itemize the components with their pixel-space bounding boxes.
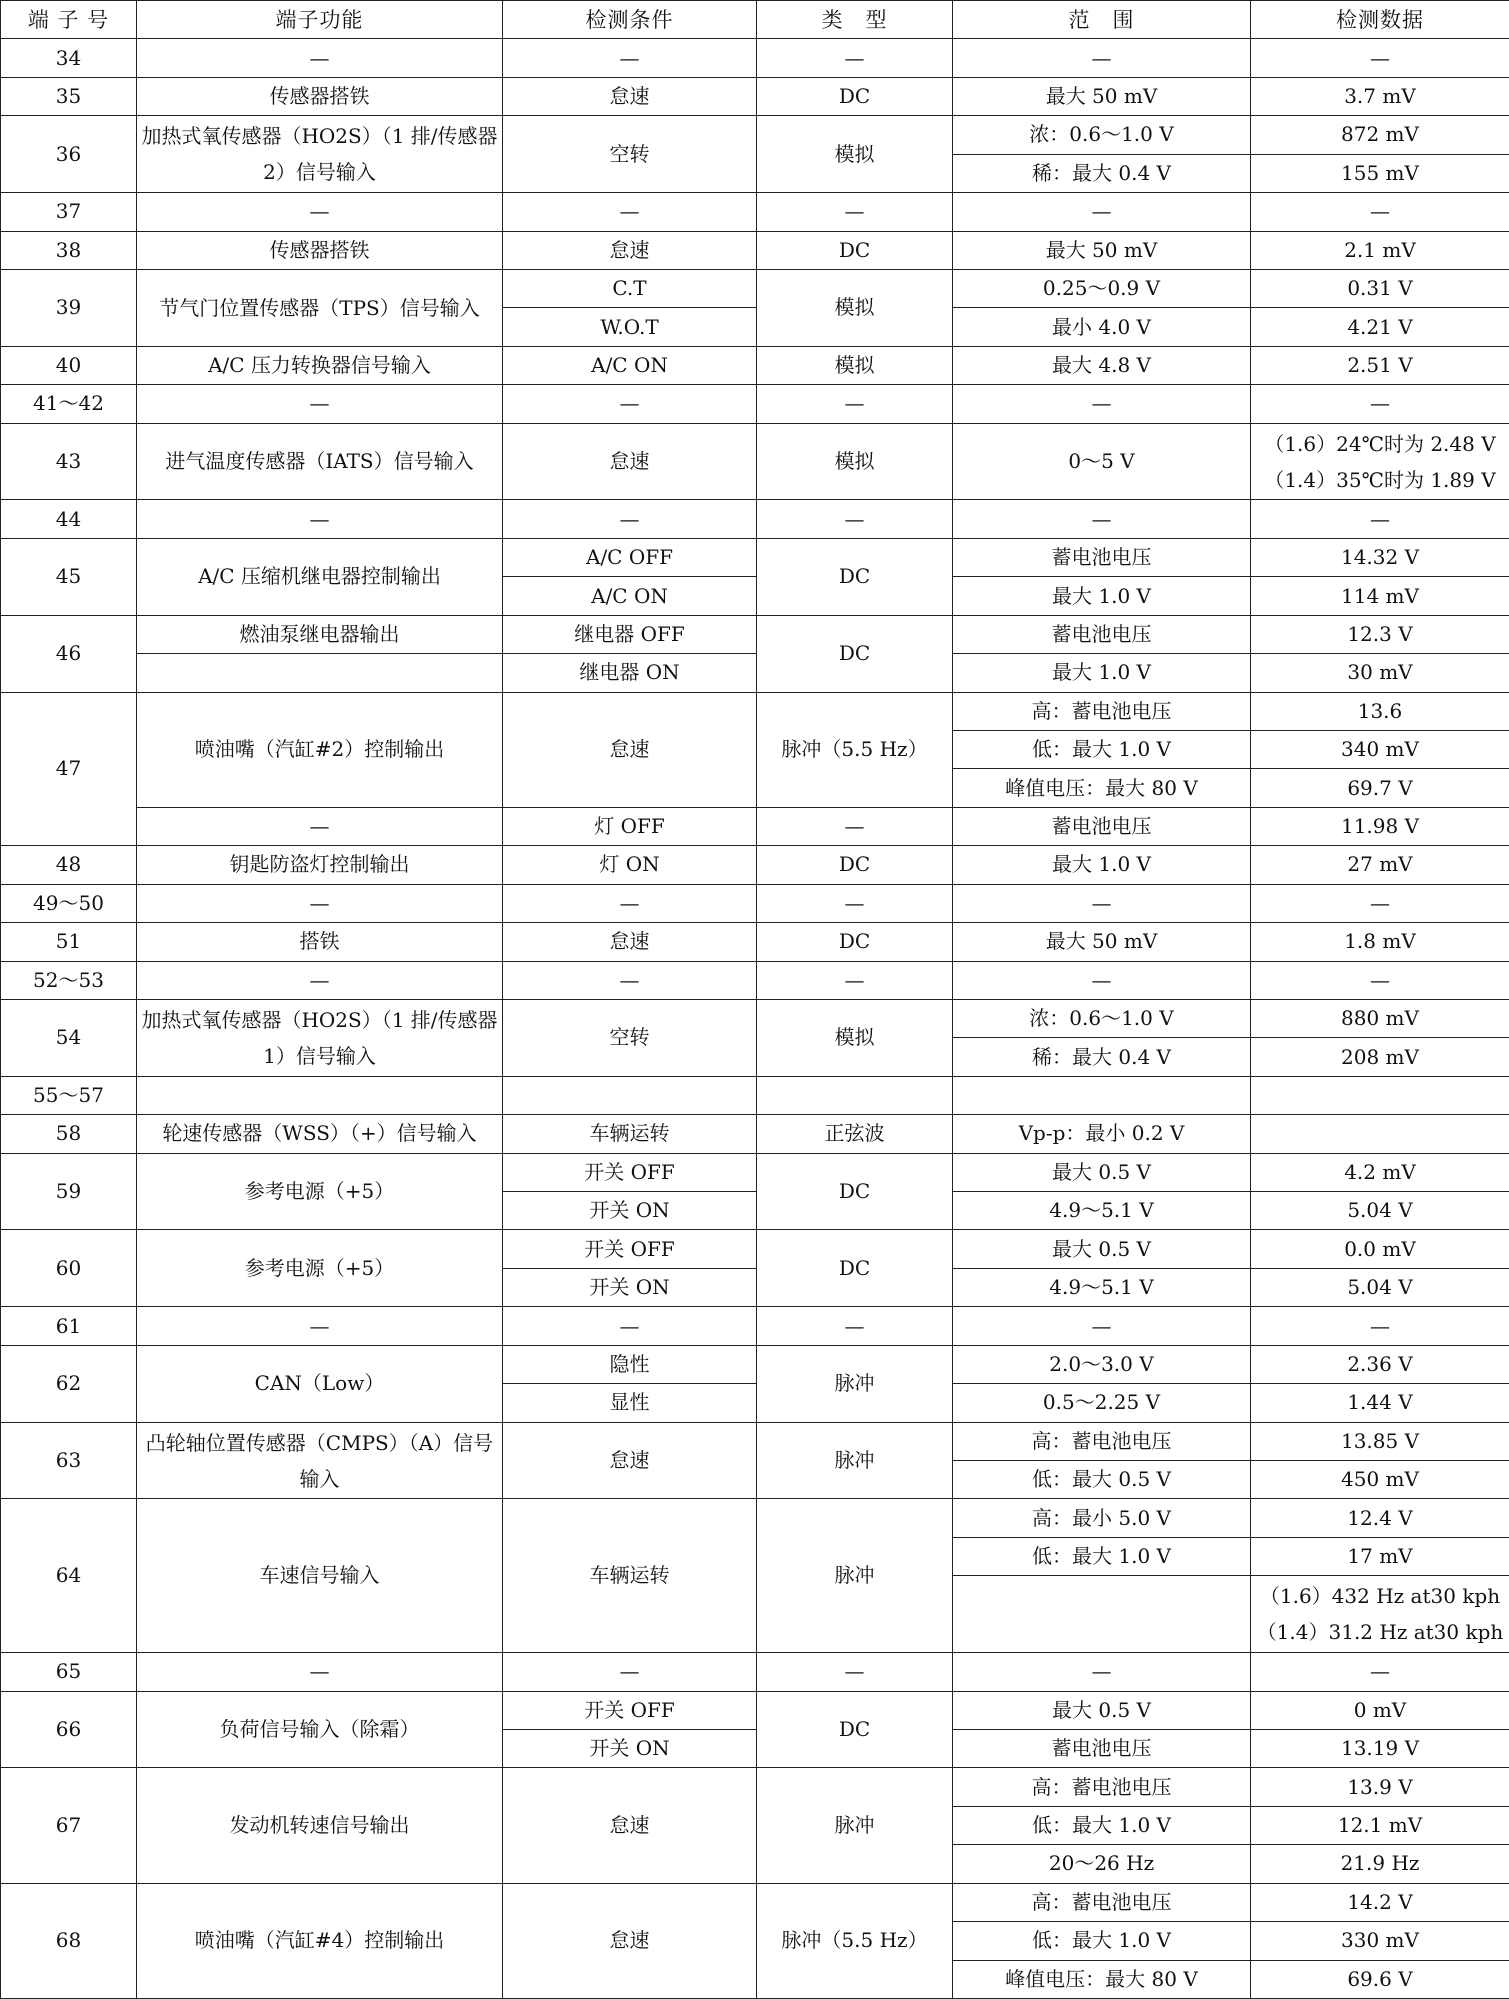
- data-cell: 12.1 mV: [1251, 1806, 1509, 1844]
- table-row: [1, 500, 1509, 538]
- range-cell: 最大 0.5 V: [953, 1691, 1251, 1729]
- data-cell: 13.9 V: [1251, 1768, 1509, 1806]
- range-cell: 0～5 V: [953, 423, 1251, 500]
- type-cell: DC: [757, 923, 953, 961]
- condition-cell: 隐性: [503, 1345, 757, 1383]
- type-cell: 脉冲: [757, 1422, 953, 1499]
- condition-cell: A/C OFF: [503, 538, 757, 576]
- data-cell: —: [1251, 385, 1509, 423]
- range-cell: 最大 0.5 V: [953, 1153, 1251, 1191]
- condition-cell: —: [503, 385, 757, 423]
- data-cell: 2.51 V: [1251, 346, 1509, 384]
- condition-cell: 怠速: [503, 923, 757, 961]
- table-row: [1, 1499, 1509, 1537]
- type-cell: 脉冲: [757, 1345, 953, 1422]
- range-cell: 2.0～3.0 V: [953, 1345, 1251, 1383]
- condition-cell: 开关 OFF: [503, 1230, 757, 1268]
- data-cell: —: [1251, 1307, 1509, 1345]
- data-cell: 5.04 V: [1251, 1268, 1509, 1306]
- terminal-cell: 41～42: [1, 385, 137, 423]
- range-cell: 高：蓄电池电压: [953, 1768, 1251, 1806]
- range-cell: 浓：0.6～1.0 V: [953, 116, 1251, 154]
- condition-cell: 怠速: [503, 1768, 757, 1883]
- table-row: [1, 1345, 1509, 1383]
- condition-cell: —: [503, 884, 757, 922]
- condition-cell: 空转: [503, 999, 757, 1076]
- data-cell: —: [1251, 193, 1509, 231]
- header-condition: 检测条件: [503, 1, 757, 39]
- table-row: [1, 884, 1509, 922]
- function-cell: 负荷信号输入（除霜）: [137, 1691, 503, 1768]
- function-cell: 进气温度传感器（IATS）信号输入: [137, 423, 503, 500]
- range-cell: 低：最大 1.0 V: [953, 731, 1251, 769]
- condition-cell: 继电器 ON: [503, 654, 757, 692]
- terminal-cell: 66: [1, 1691, 137, 1768]
- header-range: 范 围: [953, 1, 1251, 39]
- terminal-cell: 52～53: [1, 961, 137, 999]
- header-terminal: 端 子 号: [1, 1, 137, 39]
- data-cell: 69.7 V: [1251, 769, 1509, 807]
- type-cell: [757, 1076, 953, 1114]
- range-cell: 稀：最大 0.4 V: [953, 1038, 1251, 1076]
- condition-cell: 空转: [503, 116, 757, 193]
- table-row: [1, 193, 1509, 231]
- range-cell: 低：最大 0.5 V: [953, 1461, 1251, 1499]
- data-cell: 27 mV: [1251, 846, 1509, 884]
- data-cell: —: [1251, 1653, 1509, 1691]
- data-cell: 5.04 V: [1251, 1192, 1509, 1230]
- table-row: [1, 961, 1509, 999]
- function-cell: —: [137, 1653, 503, 1691]
- range-cell: —: [953, 884, 1251, 922]
- function-cell: 燃油泵继电器输出: [137, 615, 503, 653]
- data-cell: [1251, 1076, 1509, 1114]
- function-cell: 加热式氧传感器（HO2S）（1 排/传感器 2）信号输入: [137, 116, 503, 193]
- data-cell: 450 mV: [1251, 1461, 1509, 1499]
- data-cell: 13.6: [1251, 692, 1509, 730]
- table-row: [1, 1422, 1509, 1460]
- terminal-cell: 62: [1, 1345, 137, 1422]
- condition-cell: 灯 ON: [503, 846, 757, 884]
- header-function: 端子功能: [137, 1, 503, 39]
- terminal-cell: 35: [1, 77, 137, 115]
- table-row: [1, 39, 1509, 77]
- function-cell: CAN（Low）: [137, 1345, 503, 1422]
- range-cell: 蓄电池电压: [953, 538, 1251, 576]
- condition-cell: —: [503, 193, 757, 231]
- terminal-cell: 68: [1, 1883, 137, 1998]
- condition-cell: 显性: [503, 1384, 757, 1422]
- type-cell: 脉冲: [757, 1499, 953, 1653]
- range-cell: 高：蓄电池电压: [953, 692, 1251, 730]
- table-row: [1, 77, 1509, 115]
- condition-cell: 开关 ON: [503, 1729, 757, 1767]
- type-cell: 正弦波: [757, 1115, 953, 1153]
- condition-cell: [503, 1076, 757, 1114]
- range-cell: 低：最大 1.0 V: [953, 1537, 1251, 1575]
- range-cell: 峰值电压：最大 80 V: [953, 1960, 1251, 1998]
- terminal-cell: 54: [1, 999, 137, 1076]
- type-cell: DC: [757, 615, 953, 692]
- header-row: [1, 1, 1509, 39]
- data-line: （1.6）24℃时为 2.48 V: [1264, 431, 1496, 456]
- table-row: [1, 1768, 1509, 1806]
- terminal-cell: 34: [1, 39, 137, 77]
- data-cell: 330 mV: [1251, 1922, 1509, 1960]
- type-cell: DC: [757, 1153, 953, 1230]
- function-cell: 喷油嘴（汽缸#2）控制输出: [137, 692, 503, 807]
- condition-cell: 怠速: [503, 1422, 757, 1499]
- range-cell: 4.9～5.1 V: [953, 1268, 1251, 1306]
- data-cell: 13.19 V: [1251, 1729, 1509, 1767]
- type-cell: 脉冲（5.5 Hz）: [757, 1883, 953, 1998]
- type-cell: DC: [757, 1230, 953, 1307]
- terminal-cell: 63: [1, 1422, 137, 1499]
- function-cell: A/C 压缩机继电器控制输出: [137, 538, 503, 615]
- data-cell: 340 mV: [1251, 731, 1509, 769]
- function-cell: —: [137, 39, 503, 77]
- condition-cell: —: [503, 39, 757, 77]
- type-cell: —: [757, 961, 953, 999]
- range-cell: 最大 50 mV: [953, 77, 1251, 115]
- condition-cell: 灯 OFF: [503, 807, 757, 845]
- type-cell: DC: [757, 538, 953, 615]
- function-cell: 参考电源（+5）: [137, 1153, 503, 1230]
- function-cell: 钥匙防盗灯控制输出: [137, 846, 503, 884]
- table-row: [1, 1153, 1509, 1191]
- table-row: [1, 1230, 1509, 1268]
- condition-cell: 开关 OFF: [503, 1153, 757, 1191]
- condition-cell: 怠速: [503, 423, 757, 500]
- terminal-cell: 39: [1, 269, 137, 346]
- type-cell: DC: [757, 846, 953, 884]
- table-row: [1, 385, 1509, 423]
- range-cell: 0.25～0.9 V: [953, 269, 1251, 307]
- terminal-cell: 65: [1, 1653, 137, 1691]
- condition-cell: 继电器 OFF: [503, 615, 757, 653]
- terminal-cell: 40: [1, 346, 137, 384]
- function-cell: 发动机转速信号输出: [137, 1768, 503, 1883]
- terminal-cell: 37: [1, 193, 137, 231]
- terminal-cell: 67: [1, 1768, 137, 1883]
- range-cell: —: [953, 1307, 1251, 1345]
- range-cell: 高：最小 5.0 V: [953, 1499, 1251, 1537]
- condition-cell: 开关 ON: [503, 1268, 757, 1306]
- function-cell: —: [137, 884, 503, 922]
- condition-cell: W.O.T: [503, 308, 757, 346]
- terminal-cell: 47: [1, 692, 137, 846]
- function-cell: —: [137, 807, 503, 845]
- condition-cell: —: [503, 500, 757, 538]
- function-cell: 加热式氧传感器（HO2S）（1 排/传感器 1）信号输入: [137, 999, 503, 1076]
- data-cell: 114 mV: [1251, 577, 1509, 615]
- range-cell: 最大 4.8 V: [953, 346, 1251, 384]
- table-row: [1, 846, 1509, 884]
- range-cell: 最大 1.0 V: [953, 577, 1251, 615]
- table-row: [1, 615, 1509, 653]
- data-cell: 17 mV: [1251, 1537, 1509, 1575]
- function-cell: —: [137, 1307, 503, 1345]
- range-cell: 峰值电压：最大 80 V: [953, 769, 1251, 807]
- condition-cell: 怠速: [503, 231, 757, 269]
- table-row: [1, 654, 1509, 692]
- range-cell: 低：最大 1.0 V: [953, 1806, 1251, 1844]
- range-cell: 稀：最大 0.4 V: [953, 154, 1251, 192]
- type-cell: —: [757, 500, 953, 538]
- range-cell: —: [953, 500, 1251, 538]
- range-cell: 高：蓄电池电压: [953, 1883, 1251, 1921]
- terminal-cell: 64: [1, 1499, 137, 1653]
- table-row: [1, 1883, 1509, 1921]
- type-cell: —: [757, 193, 953, 231]
- data-cell: 0.0 mV: [1251, 1230, 1509, 1268]
- terminal-cell: 46: [1, 615, 137, 692]
- function-cell: 轮速传感器（WSS）（+）信号输入: [137, 1115, 503, 1153]
- data-cell: 12.4 V: [1251, 1499, 1509, 1537]
- type-cell: 脉冲: [757, 1768, 953, 1883]
- range-cell: —: [953, 385, 1251, 423]
- range-cell: 4.9～5.1 V: [953, 1192, 1251, 1230]
- data-cell: 1.8 mV: [1251, 923, 1509, 961]
- data-cell: —: [1251, 39, 1509, 77]
- terminal-cell: 48: [1, 846, 137, 884]
- type-cell: DC: [757, 77, 953, 115]
- range-cell: 最小 4.0 V: [953, 308, 1251, 346]
- table-row: [1, 346, 1509, 384]
- type-cell: 模拟: [757, 999, 953, 1076]
- type-cell: —: [757, 1653, 953, 1691]
- data-cell: —: [1251, 961, 1509, 999]
- terminal-cell: 43: [1, 423, 137, 500]
- table-row: [1, 1076, 1509, 1114]
- data-cell: 12.3 V: [1251, 615, 1509, 653]
- data-line: （1.6）432 Hz at30 kph: [1259, 1584, 1501, 1609]
- data-cell: [1251, 1115, 1509, 1153]
- terminal-cell: 60: [1, 1230, 137, 1307]
- condition-cell: —: [503, 1307, 757, 1345]
- type-cell: DC: [757, 1691, 953, 1768]
- type-cell: 模拟: [757, 423, 953, 500]
- table-row: [1, 269, 1509, 307]
- data-cell: 0.31 V: [1251, 269, 1509, 307]
- range-cell: 最大 0.5 V: [953, 1230, 1251, 1268]
- range-cell: 最大 1.0 V: [953, 654, 1251, 692]
- data-cell: 4.2 mV: [1251, 1153, 1509, 1191]
- function-cell: [137, 654, 503, 692]
- function-cell: 传感器搭铁: [137, 231, 503, 269]
- condition-cell: A/C ON: [503, 346, 757, 384]
- table-row: [1, 999, 1509, 1037]
- data-cell: [1251, 1576, 1509, 1653]
- table-row: [1, 538, 1509, 576]
- function-cell: 凸轮轴位置传感器（CMPS）（A）信号输入: [137, 1422, 503, 1499]
- data-cell: 1.44 V: [1251, 1384, 1509, 1422]
- range-cell: —: [953, 193, 1251, 231]
- range-cell: 低：最大 1.0 V: [953, 1922, 1251, 1960]
- terminal-cell: 51: [1, 923, 137, 961]
- data-cell: —: [1251, 500, 1509, 538]
- range-cell: —: [953, 961, 1251, 999]
- condition-cell: 车辆运转: [503, 1115, 757, 1153]
- function-cell: 搭铁: [137, 923, 503, 961]
- function-cell: 车速信号输入: [137, 1499, 503, 1653]
- data-cell: 872 mV: [1251, 116, 1509, 154]
- data-cell: 13.85 V: [1251, 1422, 1509, 1460]
- condition-cell: 开关 OFF: [503, 1691, 757, 1729]
- range-cell: Vp-p：最小 0.2 V: [953, 1115, 1251, 1153]
- data-cell: 208 mV: [1251, 1038, 1509, 1076]
- type-cell: —: [757, 1307, 953, 1345]
- condition-cell: —: [503, 961, 757, 999]
- condition-cell: 开关 ON: [503, 1192, 757, 1230]
- table-row: [1, 116, 1509, 154]
- function-cell: —: [137, 385, 503, 423]
- function-cell: 传感器搭铁: [137, 77, 503, 115]
- range-cell: 蓄电池电压: [953, 807, 1251, 845]
- range-cell: 最大 50 mV: [953, 231, 1251, 269]
- data-cell: 3.7 mV: [1251, 77, 1509, 115]
- data-cell: 30 mV: [1251, 654, 1509, 692]
- function-cell: 参考电源（+5）: [137, 1230, 503, 1307]
- range-cell: 浓：0.6～1.0 V: [953, 999, 1251, 1037]
- function-cell: —: [137, 193, 503, 231]
- condition-cell: 怠速: [503, 1883, 757, 1998]
- range-cell: 20～26 Hz: [953, 1845, 1251, 1883]
- terminal-cell: 49～50: [1, 884, 137, 922]
- data-line: （1.4）35℃时为 1.89 V: [1264, 467, 1496, 492]
- type-cell: 脉冲（5.5 Hz）: [757, 692, 953, 807]
- table-row: [1, 423, 1509, 500]
- range-cell: —: [953, 1653, 1251, 1691]
- data-cell: 21.9 Hz: [1251, 1845, 1509, 1883]
- range-cell: 高：蓄电池电压: [953, 1422, 1251, 1460]
- table-row: [1, 231, 1509, 269]
- type-cell: —: [757, 39, 953, 77]
- type-cell: 模拟: [757, 346, 953, 384]
- data-cell: —: [1251, 884, 1509, 922]
- terminal-cell: 59: [1, 1153, 137, 1230]
- function-cell: [137, 1076, 503, 1114]
- type-cell: DC: [757, 231, 953, 269]
- data-cell: 155 mV: [1251, 154, 1509, 192]
- header-type: 类 型: [757, 1, 953, 39]
- terminal-cell: 45: [1, 538, 137, 615]
- terminal-cell: 44: [1, 500, 137, 538]
- type-cell: —: [757, 884, 953, 922]
- range-cell: 最大 50 mV: [953, 923, 1251, 961]
- range-cell: 最大 1.0 V: [953, 846, 1251, 884]
- range-cell: —: [953, 39, 1251, 77]
- function-cell: A/C 压力转换器信号输入: [137, 346, 503, 384]
- data-cell: 14.32 V: [1251, 538, 1509, 576]
- type-cell: —: [757, 385, 953, 423]
- condition-cell: 怠速: [503, 692, 757, 807]
- terminal-cell: 58: [1, 1115, 137, 1153]
- condition-cell: A/C ON: [503, 577, 757, 615]
- data-cell: [1251, 423, 1509, 500]
- table-row: [1, 1653, 1509, 1691]
- range-cell: 蓄电池电压: [953, 615, 1251, 653]
- table-row: [1, 692, 1509, 730]
- function-cell: —: [137, 961, 503, 999]
- table-row: [1, 1691, 1509, 1729]
- data-cell: 0 mV: [1251, 1691, 1509, 1729]
- range-cell: 0.5～2.25 V: [953, 1384, 1251, 1422]
- range-cell: [953, 1076, 1251, 1114]
- data-cell: 2.1 mV: [1251, 231, 1509, 269]
- data-cell: 880 mV: [1251, 999, 1509, 1037]
- header-data: 检测数据: [1251, 1, 1509, 39]
- data-cell: 11.98 V: [1251, 807, 1509, 845]
- range-cell: [953, 1576, 1251, 1653]
- range-cell: 蓄电池电压: [953, 1729, 1251, 1767]
- table-row: [1, 807, 1509, 845]
- function-cell: 节气门位置传感器（TPS）信号输入: [137, 269, 503, 346]
- terminal-cell: 61: [1, 1307, 137, 1345]
- data-cell: 14.2 V: [1251, 1883, 1509, 1921]
- data-cell: 4.21 V: [1251, 308, 1509, 346]
- data-line: （1.4）31.2 Hz at30 kph: [1256, 1620, 1504, 1645]
- condition-cell: 车辆运转: [503, 1499, 757, 1653]
- data-cell: 69.6 V: [1251, 1960, 1509, 1998]
- condition-cell: —: [503, 1653, 757, 1691]
- table-row: [1, 1307, 1509, 1345]
- terminal-cell: 55～57: [1, 1076, 137, 1114]
- condition-cell: 怠速: [503, 77, 757, 115]
- table-row: [1, 1115, 1509, 1153]
- type-cell: —: [757, 807, 953, 845]
- table-row: [1, 923, 1509, 961]
- type-cell: 模拟: [757, 269, 953, 346]
- condition-cell: C.T: [503, 269, 757, 307]
- type-cell: 模拟: [757, 116, 953, 193]
- terminal-cell: 36: [1, 116, 137, 193]
- function-cell: —: [137, 500, 503, 538]
- function-cell: 喷油嘴（汽缸#4）控制输出: [137, 1883, 503, 1998]
- terminal-cell: 38: [1, 231, 137, 269]
- data-cell: 2.36 V: [1251, 1345, 1509, 1383]
